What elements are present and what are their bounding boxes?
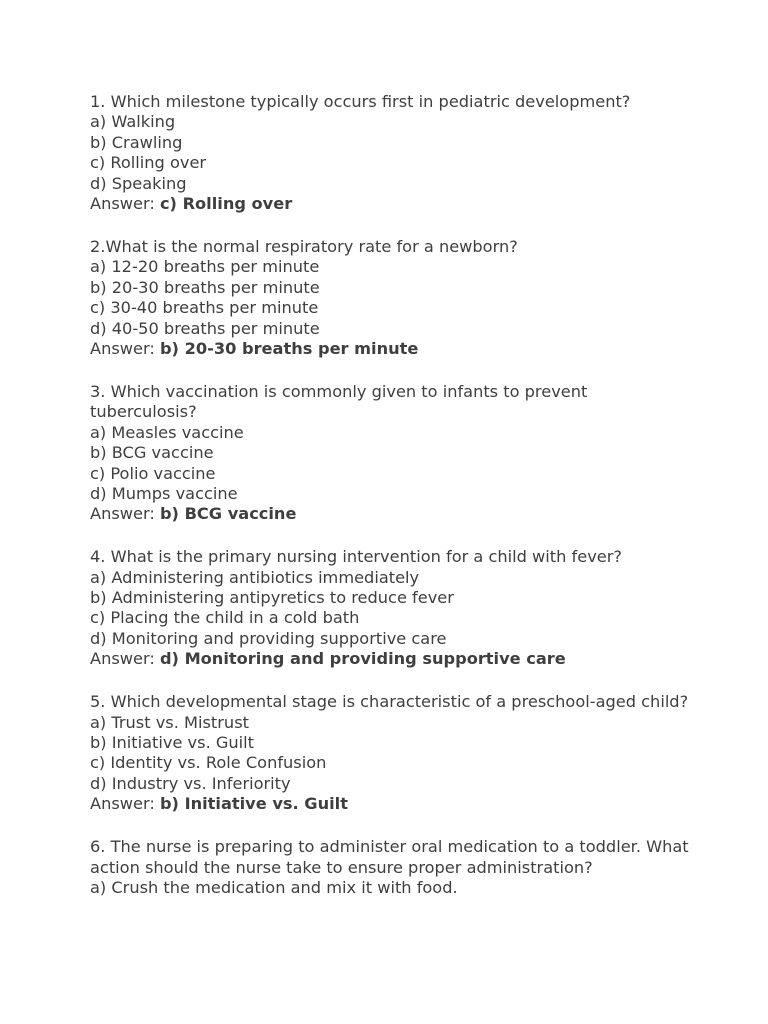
question-text: 3. Which vaccination is commonly given to infants to prevent tuberculosis? [90,381,588,422]
option-a: a) 12-20 breaths per minute [90,257,320,277]
question-text: 4. What is the primary nursing intervention for a child with fever? [90,547,622,567]
answer-line [90,649,690,669]
option-b: b) BCG vaccine [90,443,214,463]
answer-line [90,194,690,214]
answer-line [90,794,690,814]
option-c: c) Rolling over [90,153,207,173]
option-a: a) Administering antibiotics immediately [90,567,420,587]
option-d: d) 40-50 breaths per minute [90,318,320,338]
option-a: a) Crush the medication and mix it with food. [90,877,458,897]
option-d: d) Speaking [90,173,187,193]
answer-label: Answer: [90,649,155,669]
option-a: a) Measles vaccine [90,422,244,442]
question-text: 2.What is the normal respiratory rate for a newborn? [90,236,518,256]
answer-label: Answer: [90,338,155,358]
answer-value: d) Monitoring and providing supportive care [159,649,566,669]
option-c: c) 30-40 breaths per minute [90,298,319,318]
answer-value: c) Rolling over [159,194,293,214]
question-text: 6. The nurse is preparing to administer oral medication to a toddler. What action should the nurse take to ensure proper administration? [90,837,689,877]
answer-line [90,504,690,524]
option-d: d) Industry vs. Inferiority [90,773,291,793]
question-list [90,92,690,921]
question-text: 1. Which milestone typically occurs first in pediatric development? [90,92,631,111]
option-b: b) Initiative vs. Guilt [90,732,255,752]
option-a: a) Walking [90,112,176,132]
answer-value: b) Initiative vs. Guilt [159,794,348,814]
answer-value: b) 20-30 breaths per minute [159,338,419,358]
question-text: 5. Which developmental stage is characteristic of a preschool-aged child? [90,692,689,712]
answer-line [90,339,690,359]
option-b: b) Crawling [90,132,183,152]
option-d: d) Monitoring and providing supportive care [90,628,447,648]
question-block-4 [90,547,690,669]
question-block-6 [90,837,690,898]
question-block-2 [90,237,690,359]
answer-value: b) BCG vaccine [159,504,297,524]
answer-label: Answer: [90,504,155,524]
question-block-5 [90,692,690,814]
question-block-1 [90,92,690,214]
option-d: d) Mumps vaccine [90,483,238,503]
question-block-3 [90,382,690,525]
option-c: c) Polio vaccine [90,463,216,483]
option-b: b) Administering antipyretics to reduce fever [90,588,454,608]
answer-label: Answer: [90,794,155,814]
option-c: c) Identity vs. Role Confusion [90,753,327,773]
option-c: c) Placing the child in a cold bath [90,608,360,628]
answer-label: Answer: [90,194,155,214]
option-b: b) 20-30 breaths per minute [90,277,320,297]
option-a: a) Trust vs. Mistrust [90,712,249,732]
